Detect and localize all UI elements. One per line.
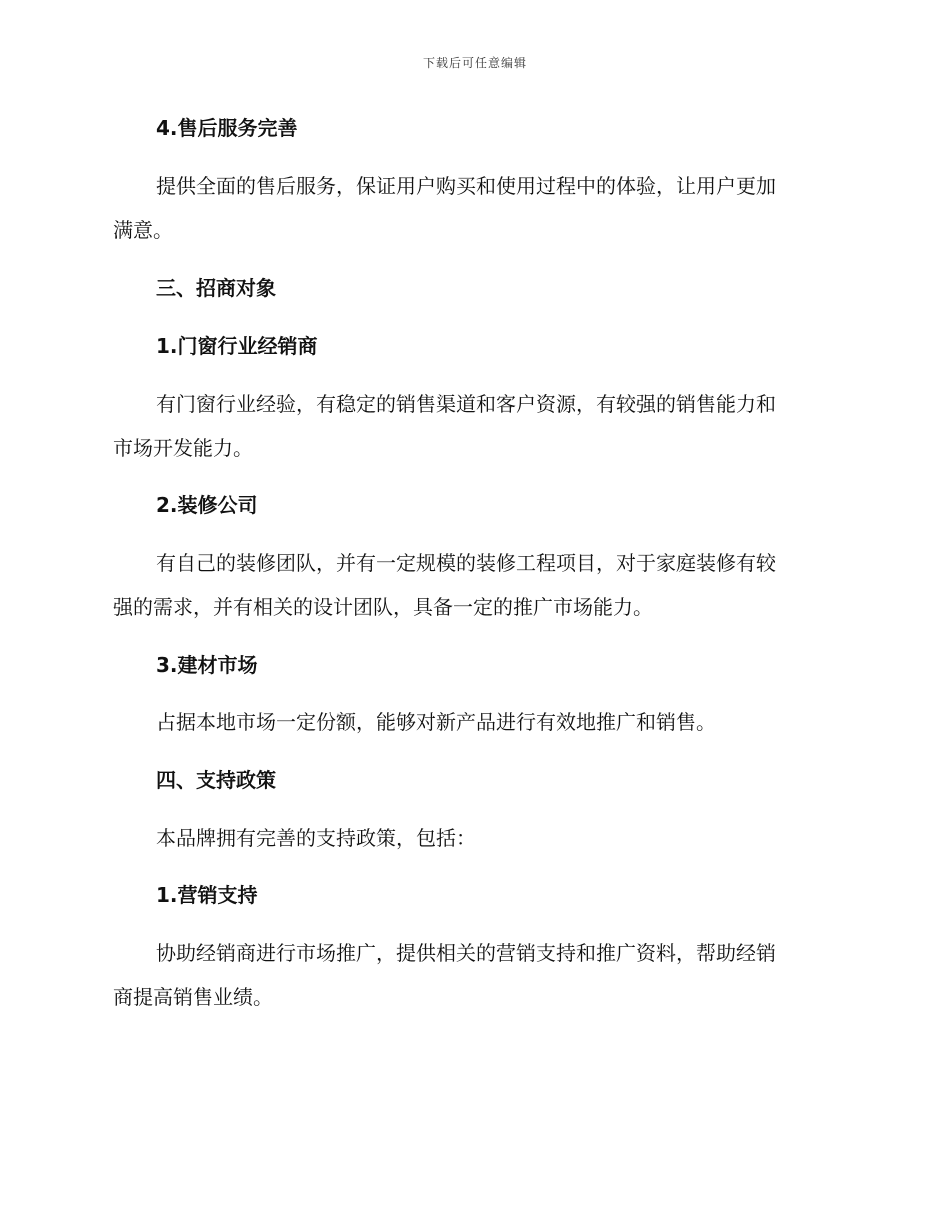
paragraph-decoration-line-1: 有自己的装修团队，并有一定规模的装修工程项目，对于家庭装修有较 [156, 551, 776, 575]
page-header-note: 下载后可任意编辑 [422, 56, 527, 70]
paragraph-policy-intro: 本品牌拥有完善的支持政策，包括： [156, 826, 476, 850]
section-title-marketing-support: 1.营销支持 [156, 883, 258, 907]
paragraph-dealers-line-2: 市场开发能力。 [113, 436, 253, 460]
section-title-after-sales: 4.售后服务完善 [156, 116, 298, 140]
paragraph-market-line-1: 占据本地市场一定份额，能够对新产品进行有效地推广和销售。 [156, 710, 716, 734]
section-title-targets: 三、招商对象 [156, 276, 276, 300]
paragraph-after-sales-line-2: 满意。 [113, 218, 173, 242]
section-title-building-materials-market: 3.建材市场 [156, 653, 258, 677]
paragraph-after-sales-line-1: 提供全面的售后服务，保证用户购买和使用过程中的体验，让用户更加 [156, 174, 776, 198]
section-title-support-policy: 四、支持政策 [156, 768, 276, 792]
section-title-decoration-company: 2.装修公司 [156, 493, 258, 517]
paragraph-decoration-line-2: 强的需求，并有相关的设计团队，具备一定的推广市场能力。 [113, 595, 653, 619]
paragraph-dealers-line-1: 有门窗行业经验，有稳定的销售渠道和客户资源，有较强的销售能力和 [156, 392, 776, 416]
section-title-dealers: 1.门窗行业经销商 [156, 334, 318, 358]
paragraph-marketing-line-2: 商提高销售业绩。 [113, 985, 273, 1009]
paragraph-marketing-line-1: 协助经销商进行市场推广，提供相关的营销支持和推广资料，帮助经销 [156, 941, 776, 965]
